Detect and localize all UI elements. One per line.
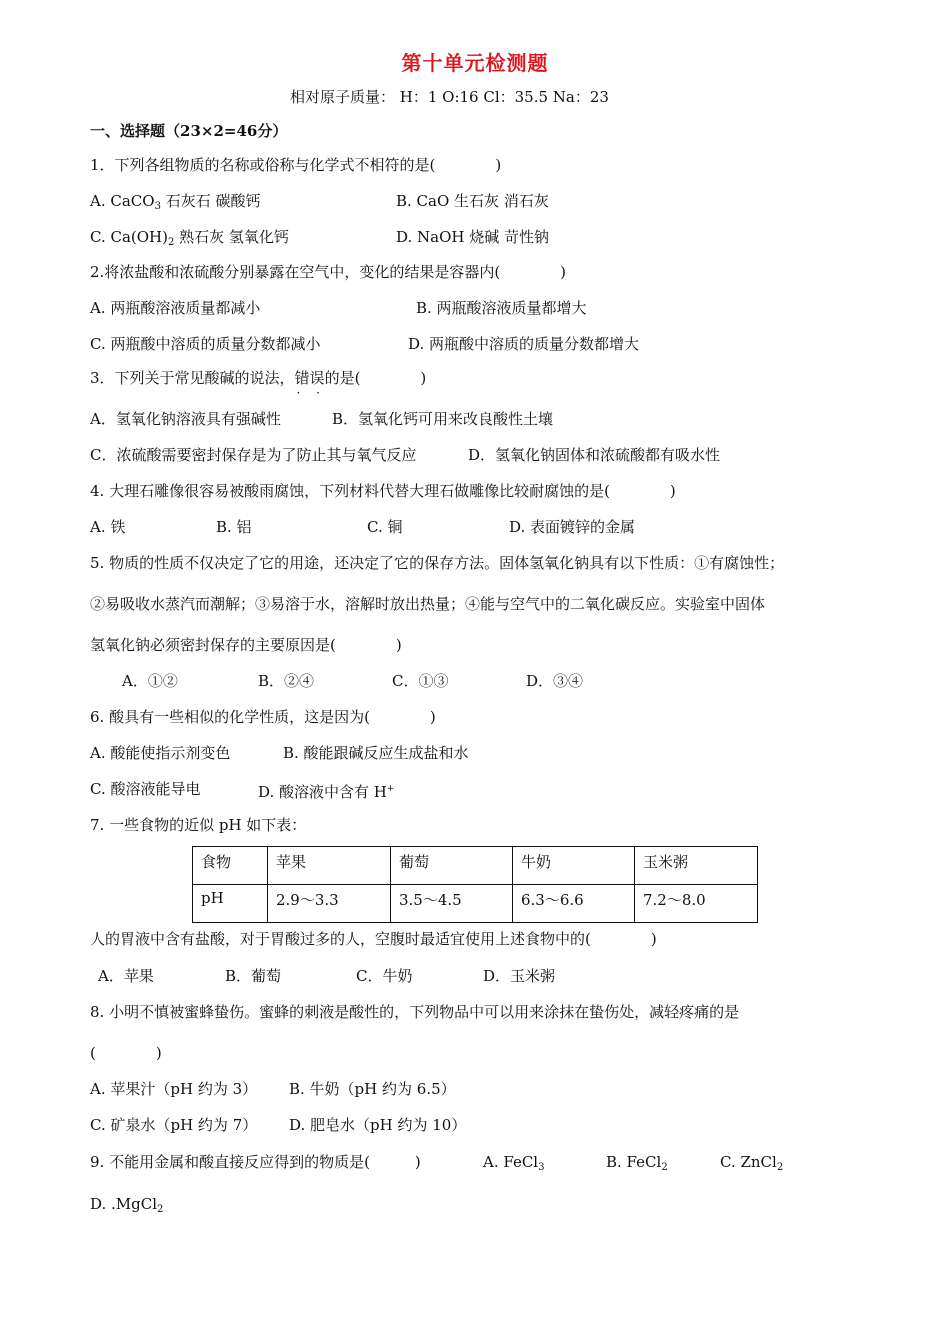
- q6-option-a: A. 酸能使指示剂变色: [90, 744, 231, 762]
- table-cell: 玉米粥: [635, 847, 758, 885]
- q6-option-c: C. 酸溶液能导电: [90, 780, 201, 798]
- q2-option-d: D. 两瓶酸中溶质的质量分数都增大: [408, 335, 640, 353]
- question-8-answer-blank: ( ): [90, 1044, 162, 1062]
- table-row: [193, 847, 758, 885]
- q7-option-b: B．葡萄: [225, 967, 282, 985]
- q9-option-c: C. ZnCl$_2$: [720, 1153, 784, 1173]
- question-7-followup: 人的胃液中含有盐酸，对于胃酸过多的人，空腹时最适宜使用上述食物中的( ): [90, 930, 657, 948]
- table-cell: 葡萄: [391, 847, 513, 885]
- table-cell: 6.3～6.6: [513, 885, 635, 923]
- q7-option-c: C．牛奶: [356, 967, 413, 985]
- q1-option-b: B. CaO 生石灰 消石灰: [396, 192, 549, 210]
- q8-option-b: B. 牛奶（pH 约为 6.5）: [289, 1080, 456, 1098]
- q6-option-b: B. 酸能跟碱反应生成盐和水: [283, 744, 469, 762]
- q3-option-b: B．氢氧化钙可用来改良酸性土壤: [332, 410, 554, 428]
- q9-option-d: D. .MgCl$_2$: [90, 1195, 164, 1215]
- q5-option-a: A．①②: [122, 672, 178, 690]
- q8-option-a: A. 苹果汁（pH 约为 3）: [90, 1080, 258, 1098]
- q5-option-c: C．①③: [392, 672, 449, 690]
- question-4-stem: 4. 大理石雕像很容易被酸雨腐蚀，下列材料代替大理石做雕像比较耐腐蚀的是( ): [90, 482, 676, 500]
- section-heading: 一、选择题（23×2=46分）: [90, 122, 288, 140]
- question-6-stem: 6. 酸具有一些相似的化学性质，这是因为( ): [90, 708, 436, 726]
- table-cell: 苹果: [268, 847, 391, 885]
- table-cell: 2.9～3.3: [268, 885, 391, 923]
- table-cell: 食物: [193, 847, 268, 885]
- q5-option-d: D．③④: [526, 672, 584, 690]
- ph-table: [192, 846, 758, 923]
- q4-option-c: C. 铜: [367, 518, 403, 536]
- q1-option-d: D. NaOH 烧碱 苛性钠: [396, 228, 550, 246]
- table-cell: 7.2～8.0: [635, 885, 758, 923]
- q3-option-a: A．氢氧化钠溶液具有强碱性: [90, 410, 281, 428]
- q8-option-d: D. 肥皂水（pH 约为 10）: [289, 1116, 467, 1134]
- q7-option-d: D．玉米粥: [483, 967, 556, 985]
- question-3-stem: 3．下列关于常见酸碱的说法，错误 · ·的是( ): [90, 367, 426, 389]
- question-5-line-1: 5. 物质的性质不仅决定了它的用途，还决定了它的保存方法。固体氢氧化钠具有以下性质：①有腐蚀性；: [90, 554, 785, 572]
- page-title: 第十单元检测题: [401, 51, 549, 75]
- question-7-stem: 7. 一些食物的近似 pH 如下表：: [90, 816, 307, 834]
- q1-option-a: A. CaCO$_3$ 石灰石 碳酸钙: [90, 192, 261, 212]
- q1-option-c: C. $Ca(OH)_2$ 熟石灰 氢氧化钙: [90, 228, 289, 248]
- q5-option-b: B．②④: [258, 672, 315, 690]
- question-9-stem: 9. 不能用金属和酸直接反应得到的物质是( ): [90, 1153, 421, 1171]
- q6-option-d: D. 酸溶液中含有 H+: [258, 783, 395, 801]
- table-cell: 牛奶: [513, 847, 635, 885]
- q2-option-b: B. 两瓶酸溶液质量都增大: [416, 299, 587, 317]
- question-2-stem: 2.将浓盐酸和浓硫酸分别暴露在空气中，变化的结果是容器内( ): [90, 263, 567, 281]
- question-5-line-2: ②易吸收水蒸汽而潮解；③易溶于水，溶解时放出热量；④能与空气中的二氧化碳反应。实验室中固体: [90, 595, 766, 613]
- q7-option-a: A．苹果: [98, 967, 154, 985]
- q2-option-c: C. 两瓶酸中溶质的质量分数都减小: [90, 335, 321, 353]
- q4-option-d: D. 表面镀锌的金属: [509, 518, 636, 536]
- q8-option-c: C. 矿泉水（pH 约为 7）: [90, 1116, 258, 1134]
- table-row: [193, 885, 758, 923]
- q9-option-b: B. FeCl$_2$: [606, 1153, 668, 1173]
- table-cell: 3.5～4.5: [391, 885, 513, 923]
- emphasis-word: 错误 · ·: [295, 369, 325, 387]
- question-8-stem: 8. 小明不慎被蜜蜂蛰伤。蜜蜂的刺液是酸性的，下列物品中可以用来涂抹在蛰伤处，减轻疼痛的是: [90, 1003, 740, 1021]
- q3-option-d: D．氢氧化钠固体和浓硫酸都有吸水性: [468, 446, 721, 464]
- atomic-masses: 相对原子质量： H：1 O:16 Cl：35.5 Na：23: [290, 88, 609, 106]
- q2-option-a: A. 两瓶酸溶液质量都减小: [90, 299, 261, 317]
- question-1-stem: 1．下列各组物质的名称或俗称与化学式不相符的是( ): [90, 156, 502, 174]
- q4-option-a: A. 铁: [90, 518, 126, 536]
- table-cell: pH: [193, 885, 268, 923]
- question-5-line-3: 氢氧化钠必须密封保存的主要原因是( ): [90, 636, 402, 654]
- q3-option-c: C．浓硫酸需要密封保存是为了防止其与氧气反应: [90, 446, 417, 464]
- q4-option-b: B. 铝: [216, 518, 252, 536]
- q9-option-a: A. FeCl$_3$: [483, 1153, 545, 1173]
